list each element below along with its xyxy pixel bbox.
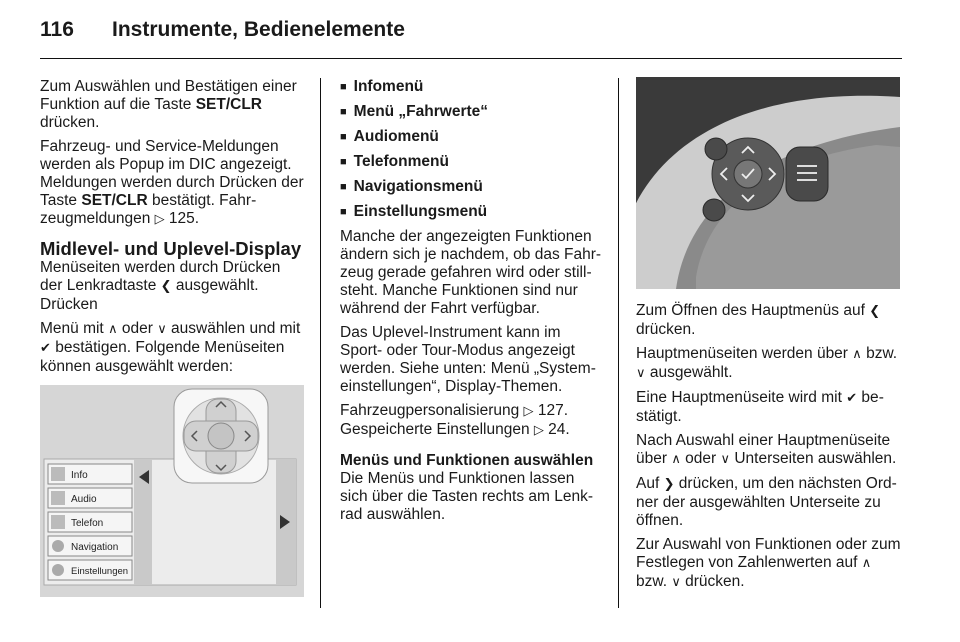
info-icon bbox=[51, 467, 65, 481]
text: Unterseiten auswählen. bbox=[730, 450, 897, 467]
text: Gespeicherte Einstellungen bbox=[340, 421, 534, 438]
chevron-up-icon: ∧ bbox=[852, 347, 862, 362]
page-reference-icon: ▷ bbox=[533, 423, 544, 438]
text: drücken. bbox=[636, 321, 696, 338]
text: Zum Auswählen und Bestätigen einer Funktion auf die Taste bbox=[40, 78, 297, 113]
steering-wheel-illustration bbox=[636, 77, 900, 289]
page-title: Instrumente, Bedienelemente bbox=[112, 18, 405, 41]
text: Auf bbox=[636, 475, 664, 492]
list-item: ■ Einstellungsmenü bbox=[340, 203, 605, 222]
paragraph bbox=[636, 302, 902, 339]
menu-label: Info bbox=[71, 470, 88, 481]
header-rule bbox=[40, 58, 902, 59]
text: 24. bbox=[543, 421, 570, 438]
paragraph bbox=[636, 536, 902, 592]
text: drücken, um den nächsten Ordner der ausgewählten Unterseite zu öffnen. bbox=[636, 475, 897, 529]
text: bzw. bbox=[636, 573, 672, 590]
text: Fahrzeugpersonalisierung bbox=[340, 402, 524, 419]
display-illustration-svg bbox=[40, 385, 304, 597]
text: ausgewählt. bbox=[645, 364, 733, 381]
section-heading: Midlevel- und Uplevel-Display bbox=[40, 238, 302, 259]
page-number: 116 bbox=[40, 18, 74, 41]
menu-label: Einstellungen bbox=[71, 566, 129, 577]
paragraph bbox=[40, 259, 305, 314]
paragraph bbox=[636, 389, 902, 426]
paragraph: Manche der angezeigten Funktionen ändern sich je nachdem, ob das Fahrzeug gerade gefahren wird oder stillsteht. Manche Funktionen sind nur während der Fahrt verfügbar. bbox=[340, 228, 602, 317]
chevron-right-icon: ❯ bbox=[663, 477, 675, 492]
voice-button bbox=[705, 138, 727, 160]
list-item: ■ Infomenü bbox=[340, 78, 605, 97]
checkmark-icon: ✔ bbox=[40, 341, 51, 356]
chevron-left-icon: ❮ bbox=[869, 304, 881, 319]
text: Menüseiten werden durch Drücken der Lenkradtaste bbox=[40, 259, 281, 294]
settings-icon bbox=[52, 564, 64, 576]
menu-label: Telefon bbox=[71, 518, 104, 529]
paragraph bbox=[340, 402, 605, 440]
text: drücken. bbox=[40, 114, 100, 131]
checkmark-icon: ✔ bbox=[846, 391, 858, 406]
paragraph: Das Uplevel-Instrument kann im Sport- oder Tour-Modus angezeigt werden. Siehe unten: Menü „Systemeinstellungen“, Display-Themen. bbox=[340, 324, 596, 395]
list-item: ■ Menü „Fahrwerte“ bbox=[340, 103, 605, 122]
text: Eine Hauptmenüseite wird mit bbox=[636, 389, 847, 406]
paragraph bbox=[40, 138, 305, 229]
chevron-down-icon: ∨ bbox=[636, 366, 646, 381]
paragraph bbox=[636, 345, 902, 383]
text: Hauptmenüseiten werden über bbox=[636, 345, 853, 362]
chevron-down-icon: ∨ bbox=[157, 322, 167, 337]
column-3 bbox=[636, 302, 902, 598]
key-label: SET/CLR bbox=[195, 96, 262, 113]
menu-label: Navigation bbox=[71, 542, 119, 553]
chevron-up-icon: ∧ bbox=[671, 452, 681, 467]
section-heading: Menüs und Funktionen auswählen bbox=[340, 452, 594, 469]
text: Zur Auswahl von Funktionen oder zum Festlegen von Zahlenwerten auf bbox=[636, 536, 901, 571]
text: bestätigen. Folgende Menüseiten können ausgewählt werden: bbox=[40, 339, 285, 375]
menu-label: Audio bbox=[71, 494, 97, 505]
text: Nach Auswahl einer Hauptmenüseite über bbox=[636, 432, 891, 467]
text: Zum Öffnen des Hauptmenüs auf bbox=[636, 302, 870, 319]
menu-list bbox=[48, 464, 132, 580]
text: bestätigt. bbox=[636, 389, 884, 425]
paragraph bbox=[636, 475, 902, 530]
paragraph: Die Menüs und Funktionen lassen sich über die Tasten rechts am Lenkrad auswählen. bbox=[340, 470, 594, 523]
column-2 bbox=[340, 78, 605, 530]
paragraph bbox=[40, 78, 305, 132]
page-reference-icon: ▷ bbox=[154, 212, 165, 227]
list-item: ■ Audiomenü bbox=[340, 128, 605, 147]
text: auswählen und mit bbox=[166, 320, 301, 337]
column-1 bbox=[40, 78, 305, 382]
text: oder bbox=[117, 320, 158, 337]
column-divider-1 bbox=[320, 78, 321, 608]
list-item: ■ Telefonmenü bbox=[340, 153, 605, 172]
phone-icon bbox=[51, 515, 65, 529]
navigation-icon bbox=[52, 540, 64, 552]
text: 125. bbox=[164, 210, 200, 227]
mute-button bbox=[703, 199, 725, 221]
chevron-down-icon: ∨ bbox=[671, 575, 681, 590]
text: bestätigt. Fahrzeugmeldungen bbox=[40, 192, 257, 227]
menu-list bbox=[340, 78, 605, 222]
center-button bbox=[208, 423, 234, 449]
display-menu-illustration bbox=[40, 385, 304, 597]
steering-wheel-svg bbox=[636, 77, 900, 289]
text: ausgewählt. Drücken bbox=[40, 277, 259, 313]
page-header bbox=[40, 18, 405, 42]
paragraph bbox=[40, 320, 305, 376]
column-divider-2 bbox=[618, 78, 619, 608]
key-label: SET/CLR bbox=[81, 192, 148, 209]
text: 127. bbox=[533, 402, 569, 419]
center-button bbox=[734, 160, 762, 188]
chevron-down-icon: ∨ bbox=[720, 452, 731, 467]
text: Menü mit bbox=[40, 320, 109, 337]
audio-icon bbox=[51, 491, 65, 505]
chevron-left-icon: ❮ bbox=[160, 279, 172, 294]
paragraph bbox=[636, 432, 902, 469]
list-item: ■ Navigationsmenü bbox=[340, 178, 605, 197]
chevron-up-icon: ∧ bbox=[861, 556, 872, 571]
page-reference-icon: ▷ bbox=[523, 404, 534, 419]
text: Fahrzeug- und Service-Meldungen werden als Popup im DIC angezeigt. Meldungen werden durch Drücken der Taste bbox=[40, 138, 304, 209]
text: oder bbox=[680, 450, 721, 467]
text: drücken. bbox=[680, 573, 745, 590]
text: bzw. bbox=[861, 345, 898, 362]
chevron-up-icon: ∧ bbox=[108, 322, 118, 337]
